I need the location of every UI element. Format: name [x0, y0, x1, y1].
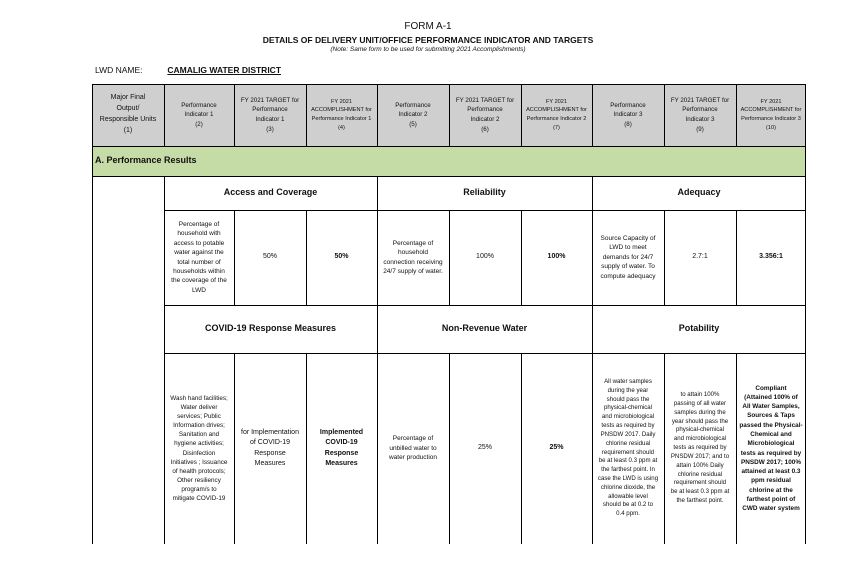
form-title: FORM A-1 [404, 21, 452, 32]
page-title: DETAILS OF DELIVERY UNIT/OFFICE PERFORMANCE INDICATOR AND TARGETS [262, 35, 594, 45]
grid-line [521, 210, 522, 305]
header-col-6: FY 2021 TARGET for Performance Indicator 2 (6) [449, 84, 521, 146]
grid-line [664, 84, 665, 146]
grid-line [92, 176, 806, 177]
header-col-3: FY 2021 TARGET for Performance Indicator 1 (3) [234, 84, 306, 146]
grid-line [449, 84, 450, 146]
row2-target-1: for Implementation of COVID-19 Response Measures [241, 429, 299, 467]
header-col-10: FY 2021 ACCOMPLISHMENT for Performance Indicator 3 (10) [736, 84, 806, 146]
grid-line [736, 210, 737, 305]
grid-line [521, 353, 522, 544]
grid-line [234, 210, 235, 305]
grid-line [164, 176, 165, 544]
grid-line [164, 210, 806, 211]
row2-accomplishment-3: Compliant (Attained 100% of All Water Samples, Sources & Taps passed the Physical- Chemical and Microbiological tests as required by PNSDW 2017; 100% attained at least 0.3 ppm residual chlorine at the farthest point of CWD water system [739, 384, 803, 513]
row2-accomplishment-2: 25% [549, 444, 564, 452]
grid-line [805, 84, 806, 544]
grid-line [306, 84, 307, 146]
performance-table [92, 84, 806, 544]
row2-accomplishment-1: Implemented COVID-19 Response Measures [319, 429, 364, 467]
header-col-8: Performance Indicator 3 (8) [592, 84, 664, 146]
row2-target-3: to attain 100% passing of all water samples during the year should pass the physical-chemical and microbiological tests as required by PNSDW 2017; and to attain 100% Daily chlorine residual requirement should be at least 0.3 ppm at the farthest point. [670, 391, 730, 505]
header-col-9: FY 2021 TARGET for Performance Indicator 3 (9) [664, 84, 736, 146]
grid-line [592, 176, 593, 544]
row1-accomplishment-2: 100% [547, 253, 566, 261]
grid-line [164, 305, 806, 306]
header-col-1: Major Final Output/ Responsible Units (1) [92, 84, 164, 146]
lwd-name-row [95, 65, 281, 75]
grid-line [664, 353, 665, 544]
grid-line [164, 353, 806, 354]
header-col-5: Performance Indicator 2 (5) [377, 84, 449, 146]
row1-target-1: 50% [262, 253, 277, 261]
grid-line [377, 176, 378, 544]
grid-line [234, 84, 235, 146]
grid-line [306, 210, 307, 305]
row1-accomplishment-1: 50% [334, 253, 349, 261]
group-covid-response: COVID-19 Response Measures [204, 323, 337, 334]
row1-indicator-1: Percentage of household with access to potable water against the total number of households within the coverage of the LWD [171, 220, 227, 294]
grid-line [592, 84, 593, 146]
section-performance-results: A. Performance Results [92, 146, 806, 176]
row2-indicator-2: Percentage of unbilled water to water production [388, 435, 438, 462]
header-col-2: Performance Indicator 1 (2) [164, 84, 234, 146]
header-col-4: FY 2021 ACCOMPLISHMENT for Performance Indicator 1 (4) [306, 84, 377, 146]
row2-indicator-1: Wash hand facilities; Water deliver services; Public Information drives; Sanitation and hygiene activities; Disinfection Initiatives ; Issuance of health protocols; Other resiliency program/s to mitigate COVID-19 [170, 394, 228, 503]
grid-line [234, 353, 235, 544]
row1-target-3: 2.7:1 [692, 253, 708, 261]
grid-line [664, 210, 665, 305]
row1-indicator-2: Percentage of household connection receiving 24/7 supply of water. [383, 239, 443, 275]
lwd-name-value: CAMALIG WATER DISTRICT [167, 65, 282, 75]
grid-line [164, 84, 165, 146]
row1-indicator-3: Source Capacity of LWD to meet demands for 24/7 supply of water. To compute adequacy [600, 234, 656, 280]
grid-line [306, 353, 307, 544]
lwd-name-label: LWD NAME: [95, 65, 143, 75]
row1-accomplishment-3: 3.356:1 [759, 253, 783, 261]
header-col-7: FY 2021 ACCOMPLISHMENT for Performance Indicator 2 (7) [521, 84, 592, 146]
grid-line [736, 84, 737, 146]
grid-line [736, 353, 737, 544]
group-access-coverage: Access and Coverage [223, 187, 318, 198]
group-reliability: Reliability [463, 187, 506, 198]
grid-line [92, 84, 93, 544]
group-potability: Potability [678, 323, 720, 334]
group-adequacy: Adequacy [677, 187, 721, 198]
grid-line [449, 210, 450, 305]
group-non-revenue-water: Non-Revenue Water [441, 323, 528, 334]
grid-line [449, 353, 450, 544]
grid-line [521, 84, 522, 146]
row1-target-2: 100% [476, 253, 494, 261]
form-note: (Note: Same form to be used for submitting 2021 Accomplishments) [330, 46, 526, 53]
grid-line [92, 146, 806, 147]
row2-target-2: 25% [477, 444, 492, 452]
row2-indicator-3: All water samples during the year should pass the physical-chemical and microbiological tests as required by PNSDW 2017. Daily chlorine residual requirement should be at least 0.3 ppm at the farthest point. In case the LWD is using chlorine dioxide, the allowable level should be at 0.2 to 0.4 ppm. [597, 377, 659, 518]
grid-line [377, 84, 378, 146]
